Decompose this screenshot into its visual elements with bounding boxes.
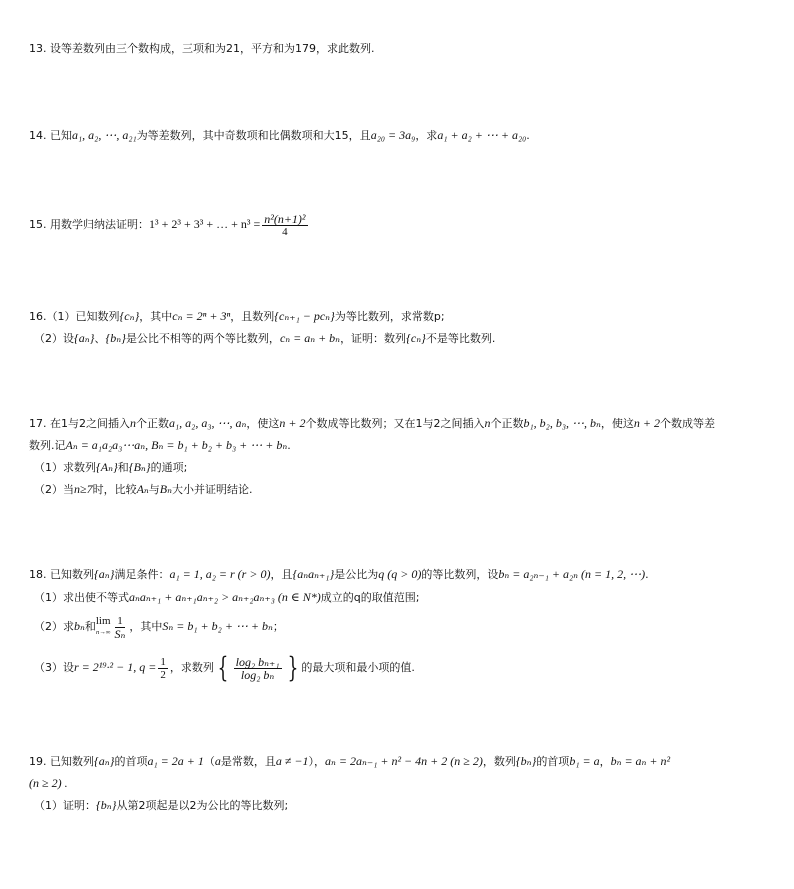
text: （2）求 xyxy=(34,620,74,633)
problem-13-text: 13. 设等差数列由三个数构成，三项和为21，平方和为179，求此数列. xyxy=(29,42,375,55)
text: 个正数 xyxy=(136,417,169,430)
text: 从第2项起是以2为公比的等比数列; xyxy=(116,799,289,812)
text: （2）设 xyxy=(34,332,74,345)
math: aₙ = 2aₙ₋₁ + n² − 4n + 2 (n ≥ 2) xyxy=(325,754,483,768)
text: 、 xyxy=(94,332,106,345)
fraction-denominator: 2 xyxy=(160,668,166,681)
problem-16-line-2 xyxy=(34,330,495,347)
text: ，其中 xyxy=(129,620,163,633)
math: Sₙ = b₁ + b₂ + ⋯ + bₙ xyxy=(162,619,273,633)
right-brace-icon: } xyxy=(287,651,298,684)
text: ，且数列 xyxy=(230,310,275,323)
text: ，数列 xyxy=(482,755,516,768)
problem-18-part-1 xyxy=(34,589,420,606)
math: cₙ = 2ⁿ + 3ⁿ xyxy=(172,309,231,323)
math: {cₙ} xyxy=(406,331,426,345)
limit-text: lim xyxy=(95,615,111,627)
math: {Bₙ} xyxy=(128,460,151,474)
fraction-denominator: Sₙ xyxy=(114,626,126,641)
math: a₁ = 2a + 1 xyxy=(147,754,204,768)
problem-18-part-2 xyxy=(34,612,284,641)
text: ，求数列 xyxy=(169,661,214,674)
math: {Aₙ} xyxy=(96,460,118,474)
text: 19. 已知数列 xyxy=(29,755,94,768)
text: 的最大项和最小项的值. xyxy=(301,661,415,674)
math: n xyxy=(484,416,491,430)
math: aₙaₙ₊₁ + aₙ₊₁aₙ₊₂ > aₙ₊₂aₙ₊₃ (n ∈ N*) xyxy=(129,590,321,604)
text: ）， xyxy=(308,755,326,768)
text: . xyxy=(287,439,291,452)
text: 的等比数列，设 xyxy=(421,568,499,581)
text: . xyxy=(645,568,649,581)
fraction-denominator: 4 xyxy=(282,225,288,238)
text: （3）设 xyxy=(34,661,74,674)
math: {aₙaₙ₊₁} xyxy=(292,567,335,581)
text: 成立的q的取值范围; xyxy=(320,591,420,604)
problem-14 xyxy=(29,127,530,144)
problem-14-label: 14. 已知 xyxy=(29,129,72,142)
text: ，使这 xyxy=(246,417,280,430)
text: 大小并证明结论. xyxy=(172,483,253,496)
text: （1）求数列 xyxy=(34,461,96,474)
limit-subscript: n→∞ xyxy=(96,629,111,636)
text: ； xyxy=(272,620,284,633)
text: 时，比较 xyxy=(92,483,137,496)
text: 为等差数列，其中奇数项和比偶数项和大15，且 xyxy=(136,129,371,142)
text: 17. 在1与2之间插入 xyxy=(29,417,130,430)
text: ，证明：数列 xyxy=(340,332,407,345)
problem-15 xyxy=(29,212,310,238)
text: 的首项 xyxy=(114,755,148,768)
fraction-denominator: log₂ bₙ xyxy=(240,667,275,682)
math: {aₙ} xyxy=(74,331,95,345)
problem-17-line-2 xyxy=(29,437,291,454)
math: bₙ = aₙ + n² xyxy=(610,754,671,768)
problem-19-line-1 xyxy=(29,753,670,770)
math: {cₙ} xyxy=(119,309,140,323)
problem-17-part-2 xyxy=(34,481,253,498)
text: 数列.记 xyxy=(29,439,66,452)
text: 是公比为 xyxy=(334,568,379,581)
left-brace-icon: { xyxy=(217,651,229,684)
text: 个数成等比数列；又在1与2之间插入 xyxy=(305,417,485,430)
problem-17-line-1 xyxy=(29,415,715,432)
math: a₁, a₂, a₃, ⋯, aₙ xyxy=(169,416,247,430)
limit-operator xyxy=(96,616,111,638)
math: bₙ = a₂ₙ₋₁ + a₂ₙ (n = 1, 2, ⋯) xyxy=(498,567,646,581)
problem-15-label: 15. 用数学归纳法证明： xyxy=(29,218,149,231)
fraction xyxy=(234,656,282,681)
fraction-numerator: n²(n+1)² xyxy=(264,211,306,226)
fraction-numerator: 1 xyxy=(117,614,123,627)
math: {aₙ} xyxy=(94,567,115,581)
problem-13 xyxy=(29,41,374,57)
text: （1）求出使不等式 xyxy=(34,591,129,604)
text: 18. 已知数列 xyxy=(29,568,94,581)
text: 个正数 xyxy=(490,417,524,430)
text: 个数成等差 xyxy=(660,417,715,430)
math: a ≠ −1 xyxy=(275,754,309,768)
math-sequence: a₁, a₂, ⋯, a₂₁ xyxy=(72,128,137,142)
math: bₙ xyxy=(74,619,85,633)
text: ，且 xyxy=(270,568,293,581)
text: 的通项; xyxy=(150,461,188,474)
math: Aₙ xyxy=(136,482,149,496)
fraction xyxy=(158,656,168,681)
problem-17-part-1 xyxy=(34,459,187,476)
math: (n ≥ 2) . xyxy=(29,776,68,790)
text: （1）证明： xyxy=(34,799,96,812)
math: a₁ = 1, a₂ = r (r > 0) xyxy=(169,567,271,581)
text: ， xyxy=(599,755,611,768)
math-target: a₁ + a₂ + ⋯ + a₂₀ xyxy=(437,128,527,142)
problem-19-part-1 xyxy=(34,797,288,814)
fraction xyxy=(262,213,307,238)
text: ，求 xyxy=(415,129,438,142)
fraction-numerator: 1 xyxy=(160,655,166,668)
math: r = 2¹⁹·² − 1, q = xyxy=(74,660,157,674)
math: n≥7 xyxy=(74,482,93,496)
text: 的首项 xyxy=(536,755,570,768)
text: 为等比数列，求常数p; xyxy=(334,310,445,323)
problem-16-line-1 xyxy=(29,308,445,325)
math: a xyxy=(214,754,221,768)
text: 与 xyxy=(148,483,160,496)
text: 和 xyxy=(84,620,96,633)
text: 不是等比数列. xyxy=(425,332,496,345)
math: cₙ = aₙ + bₙ xyxy=(279,331,341,345)
text: ，使这 xyxy=(600,417,634,430)
math: Bₙ xyxy=(159,482,172,496)
math: {bₙ} xyxy=(515,754,537,768)
math: n + 2 xyxy=(279,416,306,430)
problem-18-line-1 xyxy=(29,566,649,583)
text: . xyxy=(526,129,530,142)
text: 是公比不相等的两个等比数列， xyxy=(125,332,280,345)
math: n + 2 xyxy=(633,416,660,430)
math: b₁ = a xyxy=(569,754,600,768)
problem-18-part-3 xyxy=(34,650,415,685)
fraction xyxy=(113,615,128,640)
text: （ xyxy=(203,755,215,768)
text: 满足条件： xyxy=(114,568,170,581)
text: （2）当 xyxy=(34,483,74,496)
math: {bₙ} xyxy=(105,331,126,345)
math: {bₙ} xyxy=(96,798,117,812)
math: {cₙ₊₁ − pcₙ} xyxy=(274,309,335,323)
math: {aₙ} xyxy=(94,754,115,768)
fraction-numerator: log₂ bₙ₊₁ xyxy=(235,654,280,669)
math: Aₙ = a₁a₂a₃⋯aₙ, Bₙ = b₁ + b₂ + b₃ + ⋯ + bₙ xyxy=(65,438,288,452)
math-condition: a₂₀ = 3a₉ xyxy=(370,128,416,142)
text: 和 xyxy=(117,461,129,474)
math-lhs: 1³ + 2³ + 3³ + … + n³ = xyxy=(149,217,261,231)
text: 16.（1）已知数列 xyxy=(29,310,120,323)
problem-19-line-2 xyxy=(29,775,68,792)
math: b₁, b₂, b₃, ⋯, bₙ xyxy=(523,416,601,430)
text: ，其中 xyxy=(139,310,173,323)
text: 是常数，且 xyxy=(220,755,276,768)
math: n xyxy=(130,416,136,430)
math: q (q > 0) xyxy=(378,567,422,581)
